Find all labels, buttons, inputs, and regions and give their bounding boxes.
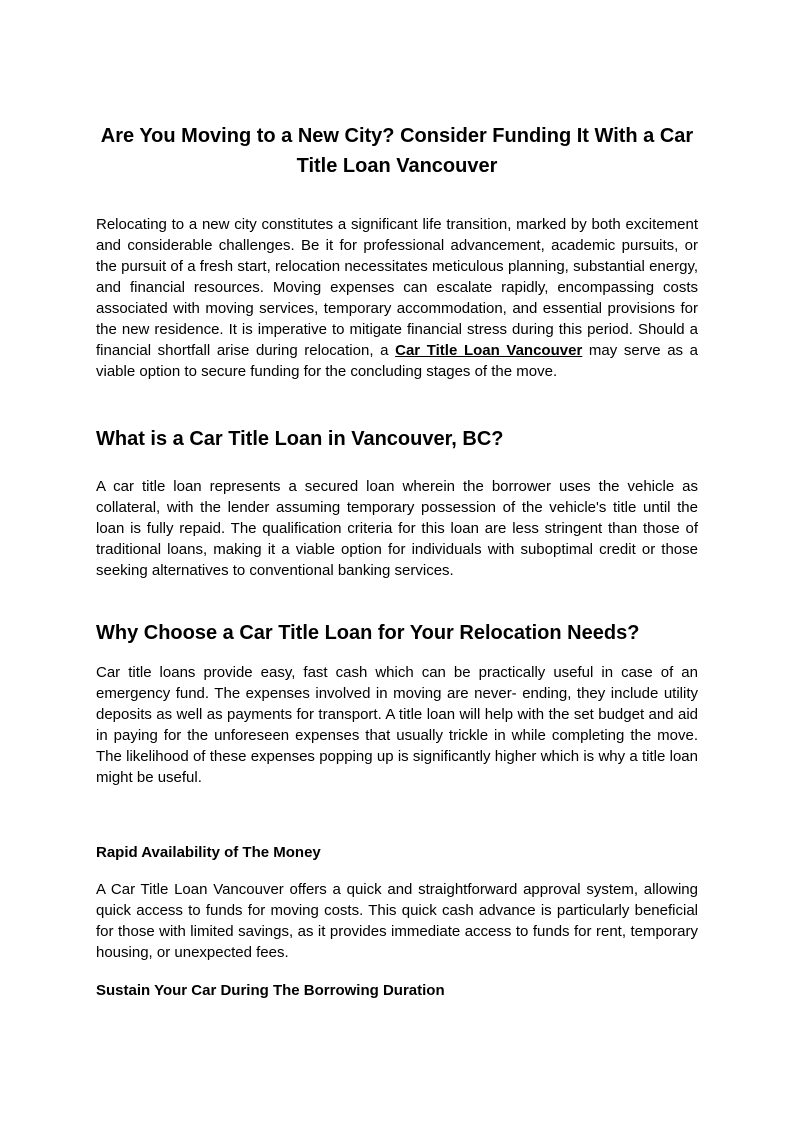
subsection-paragraph-rapid: A Car Title Loan Vancouver offers a quick and straightforward approval system, allowing quick access to funds for moving costs. This quick cash advance is particularly beneficial for those with limited savings, as it provides immediate access to funds for rent, temporary housing, or unexpected fees. xyxy=(96,881,698,961)
section-paragraph-why: Car title loans provide easy, fast cash which can be practically useful in case of an emergency fund. The expenses involved in moving are never- ending, they include utility deposits as well as payments for transport. A title loan will help with the set budget and aid in paying for the unforeseen expenses that usually trickle in while completing the move. The likelihood of these expenses popping up is significantly higher which is why a title loan might be useful. xyxy=(96,664,698,786)
car-title-loan-vancouver-link[interactable]: Car Title Loan Vancouver xyxy=(395,342,583,359)
intro-paragraph xyxy=(96,214,698,382)
section-heading-what: What is a Car Title Loan in Vancouver, BC? xyxy=(96,428,504,450)
section-paragraph-what: A car title loan represents a secured loan wherein the borrower uses the vehicle as collateral, with the lender assuming temporary possession of the vehicle's title until the loan is fully repaid. The qualification criteria for this loan are less stringent than those of traditional loans, making it a viable option for individuals with suboptimal credit or those seeking alternatives to conventional banking services. xyxy=(96,478,698,579)
page-title: Are You Moving to a New City? Consider Funding It With a Car Title Loan Vancouver xyxy=(100,125,694,177)
intro-text-before-link: Relocating to a new city constitutes a significant life transition, marked by both excitement and considerable challenges. Be it for professional advancement, academic pursuits, or the pursuit of a fresh start, relocation necessitates meticulous planning, substantial energy, and financial resources. Moving expenses can escalate rapidly, encompassing costs associated with moving services, temporary accommodation, and essential provisions for the new residence. It is imperative to mitigate financial stress during this period. Should a financial shortfall arise during relocation, a xyxy=(96,216,698,359)
subsection-heading-sustain: Sustain Your Car During The Borrowing Duration xyxy=(96,982,445,999)
section-heading-why: Why Choose a Car Title Loan for Your Relocation Needs? xyxy=(96,622,640,644)
subsection-heading-rapid: Rapid Availability of The Money xyxy=(96,844,321,861)
intro-text-after-link: may serve as a viable option to secure funding for the concluding stages of the move. xyxy=(96,342,699,380)
